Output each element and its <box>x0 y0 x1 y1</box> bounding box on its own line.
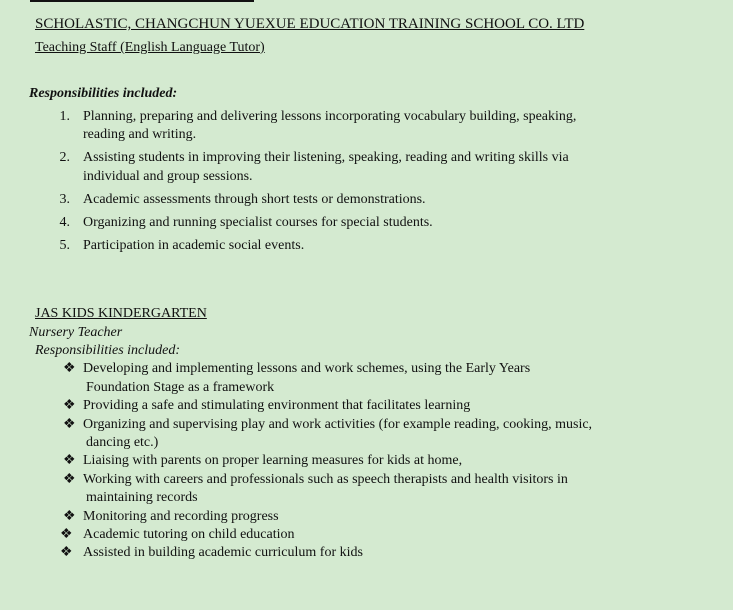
diamond-bullet-icon: ❖ <box>60 527 73 542</box>
list-number: 5. <box>59 238 70 253</box>
list-text: Participation in academic social events. <box>83 238 305 253</box>
list-text: Developing and implementing lessons and work schemes, using the Early Years <box>83 361 531 376</box>
diamond-bullet-icon: ❖ <box>63 398 76 413</box>
role-title-2: Nursery Teacher <box>29 325 123 340</box>
company-title-1: SCHOLASTIC, CHANGCHUN YUEXUE EDUCATION TRAINING SCHOOL CO. LTD <box>35 16 585 32</box>
company-title-2: JAS KIDS KINDERGARTEN <box>35 306 207 321</box>
diamond-bullet-icon: ❖ <box>63 361 76 376</box>
list-text: Working with careers and professionals such as speech therapists and health visitors in <box>83 472 568 487</box>
list-text-cont: dancing etc.) <box>86 435 159 450</box>
responsibilities-heading-1: Responsibilities included: <box>29 86 178 101</box>
list-number: 3. <box>59 192 70 207</box>
list-text: Providing a safe and stimulating environment that facilitates learning <box>83 398 471 413</box>
diamond-bullet-icon: ❖ <box>63 472 76 487</box>
list-text: Organizing and running specialist courses for special students. <box>83 215 433 230</box>
list-number: 4. <box>59 215 70 230</box>
list-text-cont: maintaining records <box>86 490 198 505</box>
list-text: Assisting students in improving their listening, speaking, reading and writing skills via <box>83 150 569 165</box>
list-text-cont: individual and group sessions. <box>83 169 253 184</box>
list-text: Monitoring and recording progress <box>83 509 279 524</box>
list-text-cont: reading and writing. <box>83 127 197 142</box>
role-title-1: Teaching Staff (English Language Tutor) <box>35 40 265 55</box>
list-text: Assisted in building academic curriculum for kids <box>83 545 363 560</box>
diamond-bullet-icon: ❖ <box>60 545 73 560</box>
list-text: Academic tutoring on child education <box>83 527 295 542</box>
list-text: Planning, preparing and delivering lessons incorporating vocabulary building, speaking, <box>83 109 577 124</box>
list-text: Liaising with parents on proper learning measures for kids at home, <box>83 453 463 468</box>
list-text: Organizing and supervising play and work activities (for example reading, cooking, music, <box>83 417 593 432</box>
diamond-bullet-icon: ❖ <box>63 453 76 468</box>
diamond-bullet-icon: ❖ <box>63 509 76 524</box>
list-text-cont: Foundation Stage as a framework <box>86 380 275 395</box>
list-number: 1. <box>59 109 70 124</box>
top-rule <box>30 0 254 2</box>
responsibilities-heading-2: Responsibilities included: <box>35 343 181 358</box>
diamond-bullet-icon: ❖ <box>63 417 76 432</box>
list-text: Academic assessments through short tests or demonstrations. <box>83 192 426 207</box>
list-number: 2. <box>59 150 70 165</box>
